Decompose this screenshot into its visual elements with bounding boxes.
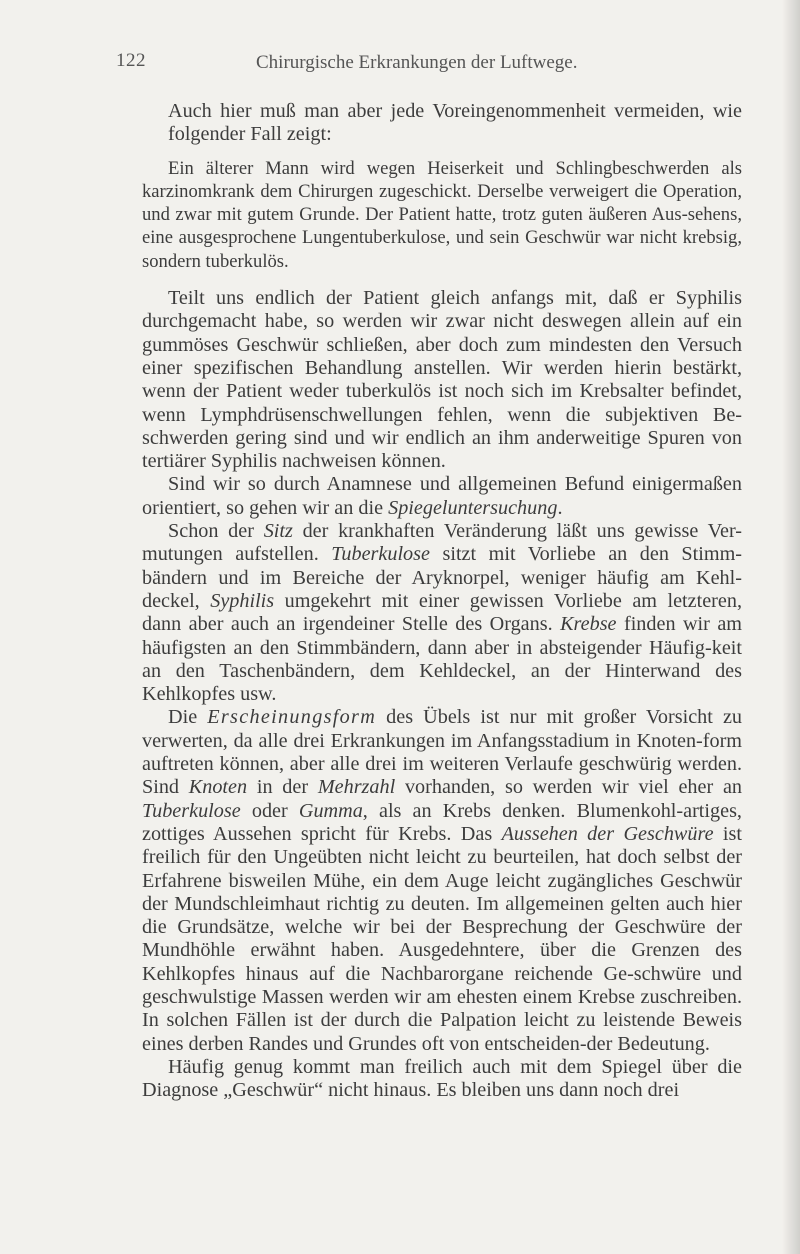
text-span: Die — [168, 706, 208, 729]
paragraph-case-example: Ein älterer Mann wird wegen Heiserkeit und Schlingbeschwerden als karzinomkrank dem Chirurgen zugeschickt. Derselbe verweigert die Operation, und zwar mit gutem Grunde. Der Patient hatte, trotz guten äußeren Aus-sehens, eine ausgesprochene Lungentuberkulose, und sein Geschwür war nicht krebsig, sondern tuberkulös. — [142, 157, 742, 272]
text-span: des Übels ist nur mit großer Vorsicht zu verwerten, da alle drei Erkrankungen im Anfangsstadium in Knoten-form auftreten können, aber alle drei im weiteren Verlaufe geschwürig werden. Sind — [142, 706, 742, 799]
text-span: Schon der — [168, 520, 264, 543]
text-span: sitzt mit Vorliebe an den Stimm-bändern und im Bereiche der Aryknorpel, weniger häufig am Kehl-deckel, — [142, 543, 743, 612]
paragraph-mirror-exam — [142, 473, 742, 520]
page-edge-shadow — [782, 0, 800, 1254]
emphasis-mehrzahl: Mehrzahl — [317, 776, 396, 799]
emphasis-erscheinungsform: Erscheinungsform — [207, 706, 377, 729]
paragraph-appearance — [142, 706, 742, 1055]
text-span: in der — [247, 776, 318, 799]
text-span: finden wir am häufigsten an den Stimmbändern, dann aber in absteigender Häufig-keit an den Taschenbändern, dem Kehldeckel, an der Hinterwand des Kehlkopfes usw. — [142, 613, 742, 706]
text-span: Sind wir so durch Anamnese und allgemeinen Befund einigermaßen orientiert, so gehen wir an die — [142, 473, 742, 519]
page-number: 122 — [116, 50, 146, 71]
paragraph-syphilis: Teilt uns endlich der Patient gleich anfangs mit, daß er Syphilis durchgemacht habe, so werden wir zwar nicht deswegen allein auf ein gummöses Geschwür schließen, aber doch zum mindesten den Versuch einer spezifischen Behandlung anstellen. Wir werden hierin bestärkt, wenn der Patient weder tuberkulös ist noch sich im Krebsalter befindet, wenn Lymphdrüsenschwellungen fehlen, wenn die subjektiven Be-schwerden gering sind und wir endlich an ihm anderweitige Spuren von tertiärer Syphilis nachweisen können. — [142, 287, 742, 473]
page-header — [116, 50, 716, 80]
paragraph-diagnosis: Häufig genug kommt man freilich auch mit dem Spiegel über die Diagnose „Geschwür“ nicht hinaus. Es bleiben uns dann noch drei — [142, 1055, 742, 1102]
emphasis-sitz: Sitz — [263, 520, 293, 543]
text-span: vorhanden, so werden wir viel eher an — [395, 776, 743, 799]
text-span: umgekehrt mit einer gewissen Vorliebe am letzteren, dann aber auch an irgendeiner Stelle des Organs. — [142, 589, 742, 636]
emphasis-aussehen-der-geschwuere: Aussehen der Geschwüre — [501, 822, 714, 845]
emphasis-tuberkulose: Tuberkulose — [331, 543, 430, 566]
text-span: . — [557, 496, 563, 519]
text-span: oder — [240, 799, 299, 822]
text-span: der krankhaften Veränderung läßt uns gewisse Ver-mutungen aufstellen. — [142, 520, 743, 566]
paragraph-location — [142, 520, 742, 706]
text-span: , als an Krebs denken. Blumenkohl-artiges, zottiges Aussehen spricht für Krebs. Das — [142, 799, 742, 845]
paragraph-intro: Auch hier muß man aber jede Voreingenommenheit vermeiden, wie folgender Fall zeigt: — [168, 100, 742, 146]
running-title: Chirurgische Erkrankungen der Luftwege. — [256, 52, 578, 73]
emphasis-gumma: Gumma — [298, 799, 363, 822]
text-span: ist freilich für den Ungeübten nicht leicht zu beurteilen, hat doch selbst der Erfahrene bisweilen Mühe, ein dem Auge leicht zugängliches Geschwür der Mundschleimhaut richtig zu deuten. Im allgemeinen gelten auch hier die Grundsätze, welche wir bei der Besprechung der Geschwüre der Mundhöhle erwähnt haben. Ausgedehntere, über die Grenzen des Kehlkopfes hinaus auf die Nachbarorgane reichende Ge-schwüre und geschwulstige Massen werden wir am ehesten einem Krebse zuschreiben. In solchen Fällen ist der durch die Palpation leicht zu leistende Beweis eines derben Randes und Grundes oft von entscheiden-der Bedeutung. — [142, 822, 742, 1055]
emphasis-tuberkulose-2: Tuberkulose — [142, 799, 241, 822]
body-text — [142, 100, 742, 1102]
emphasis-spiegeluntersuchung: Spiegeluntersuchung — [388, 496, 558, 519]
emphasis-knoten: Knoten — [188, 776, 248, 799]
emphasis-syphilis: Syphilis — [210, 589, 275, 612]
emphasis-krebse: Krebse — [560, 613, 617, 636]
